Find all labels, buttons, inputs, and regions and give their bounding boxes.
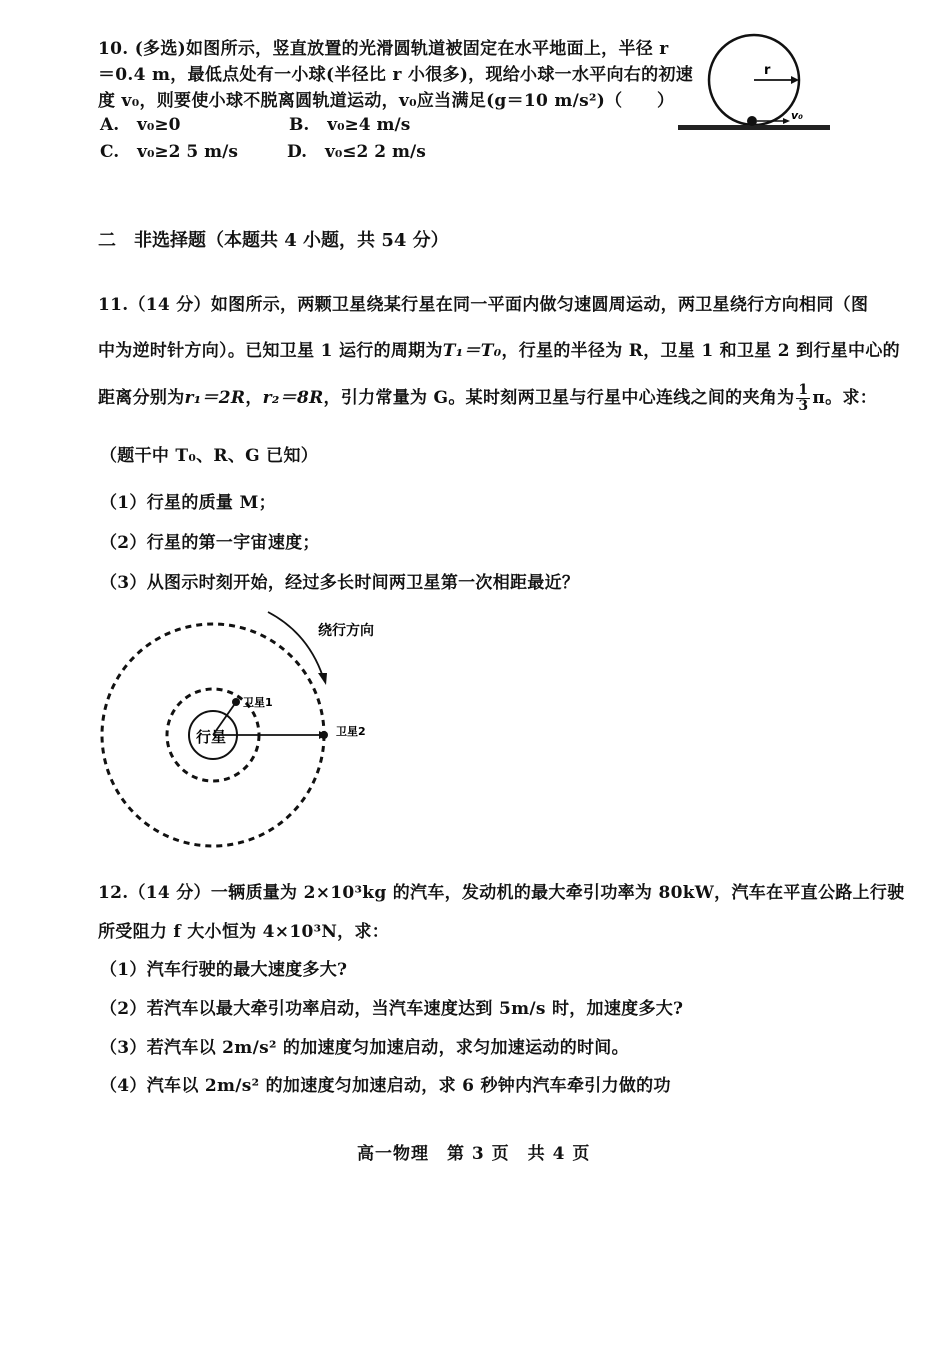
satellite-1-label: 卫星1 [243, 696, 273, 709]
option-text: v₀≥0 [137, 115, 181, 135]
q12-sub-2: （2）若汽车以最大牵引功率启动，当汽车速度达到 5m/s 时，加速度多大? [100, 999, 684, 1019]
q12-line-2: 所受阻力 f 大小恒为 4×10³N，求： [98, 922, 390, 942]
q10-option-a [100, 115, 180, 135]
q11-line-1: 11.（14 分）如图所示，两颗卫星绕某行星在同一平面内做匀速圆周运动，两卫星绕行方向相同（图 [98, 295, 869, 315]
planet-label: 行星 [196, 728, 227, 746]
q12-line-1: 12.（14 分）一辆质量为 2×10³kg 的汽车，发动机的最大牵引功率为 80kW，汽车在平直公路上行驶 [98, 883, 905, 903]
q12-sub-4: （4）汽车以 2m/s² 的加速度匀加速启动，求 6 秒钟内汽车牵引力做的功 [100, 1076, 671, 1096]
direction-arrowhead [318, 673, 327, 685]
section-2-title: 二 非选择题（本题共 4 小题，共 54 分） [98, 230, 449, 251]
q10-track-figure [672, 28, 837, 140]
option-text: v₀≥4 m/s [327, 115, 411, 135]
option-label: D. [287, 142, 308, 162]
q10-option-b [289, 115, 410, 135]
q11-sub-2: （2）行星的第一宇宙速度； [100, 533, 320, 553]
option-text: v₀≤2 2 m/s [324, 142, 426, 162]
q10-option-d [287, 142, 426, 162]
option-text: v₀≥2 5 m/s [137, 142, 238, 162]
q10-line-1: 10. (多选)如图所示，竖直放置的光滑圆轨道被固定在水平地面上，半径 r [98, 39, 669, 59]
velocity-label: v₀ [791, 109, 803, 122]
option-label: C. [100, 142, 120, 162]
velocity-arrowhead [783, 118, 790, 124]
satellite-2 [320, 731, 328, 739]
q12-sub-3: （3）若汽车以 2m/s² 的加速度匀加速启动，求匀加速运动的时间。 [100, 1038, 629, 1058]
q11-given: （题干中 T₀、R、G 已知） [100, 446, 319, 466]
page-footer: 高一物理 第 3 页 共 4 页 [357, 1144, 591, 1164]
small-ball [747, 116, 757, 126]
q11-sub-3: （3）从图示时刻开始，经过多长时间两卫星第一次相距最近？ [100, 573, 580, 593]
direction-label: 绕行方向 [318, 623, 374, 639]
satellite-2-label: 卫星2 [336, 725, 366, 738]
q11-line-2: 中为逆时针方向）。已知卫星 1 运行的周期为T₁＝T₀，行星的半径为 R，卫星 1 和卫星 2 到行星中心的 [98, 341, 900, 361]
fraction-one-third: $\frac{1}{3}$ [798, 382, 809, 414]
q12-sub-1: （1）汽车行驶的最大速度多大? [100, 960, 348, 980]
radius-label: r [764, 63, 771, 78]
q11-line-3: 距离分别为r₁＝2R，r₂＝8R，引力常量为 G。某时刻两卫星与行星中心连线之间的夹角为 $\frac{1}{3}$ π。求： [98, 382, 878, 414]
option-label: A. [100, 115, 120, 135]
satellite-1 [232, 698, 240, 706]
direction-arc [268, 612, 323, 677]
q10-option-c [100, 142, 238, 162]
ground [678, 125, 830, 130]
q11-sub-1: （1）行星的质量 M； [100, 493, 276, 513]
option-label: B. [289, 115, 310, 135]
q10-line-2: ＝0.4 m，最低点处有一小球(半径比 r 小很多)，现给小球一水平向右的初速 [98, 65, 694, 85]
q10-line-3: 度 v₀，则要使小球不脱离圆轨道运动，v₀应当满足(g＝10 m/s²)（ ） [98, 91, 675, 111]
q11-orbit-figure [90, 605, 420, 860]
